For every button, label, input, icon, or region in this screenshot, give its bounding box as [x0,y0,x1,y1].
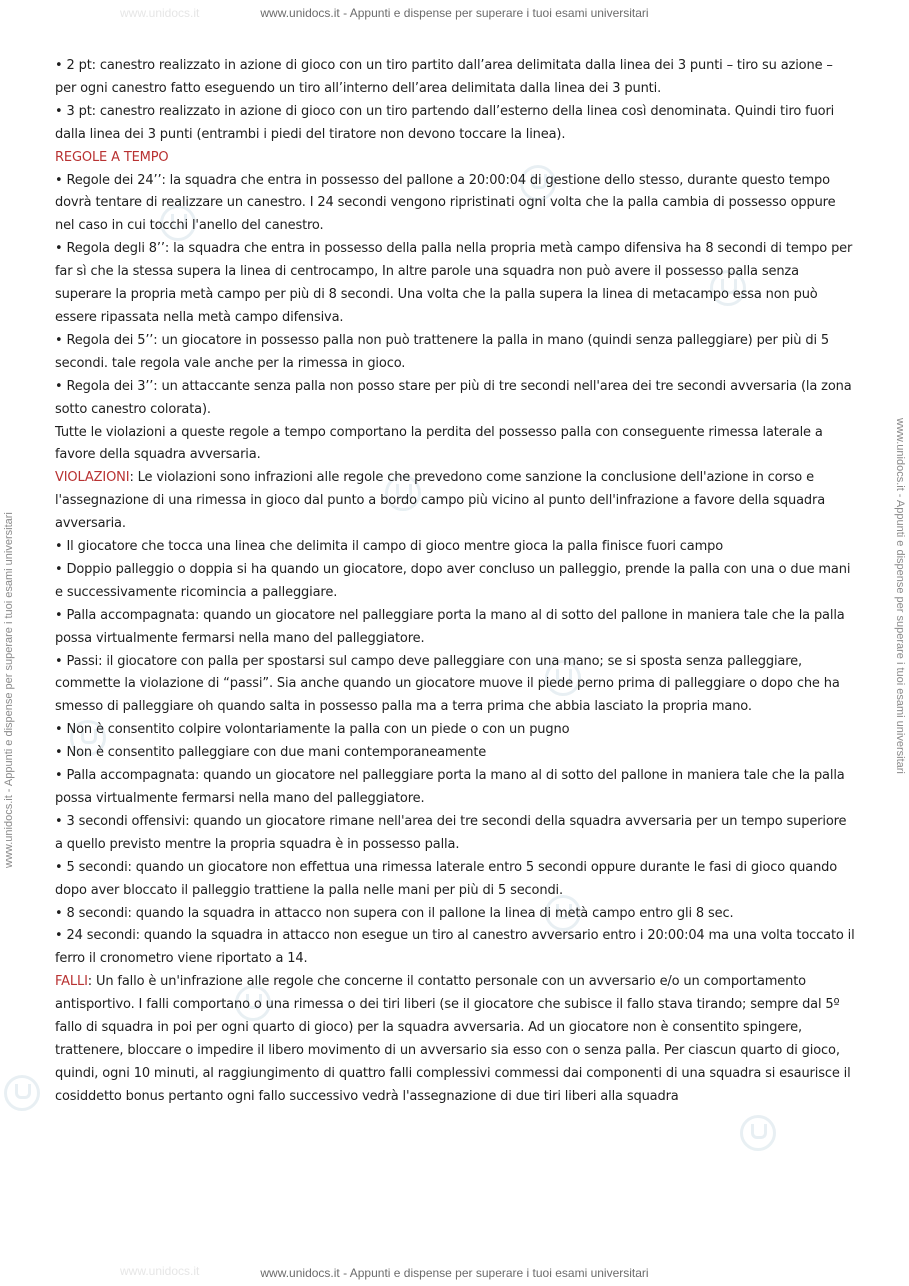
falli-text: : Un fallo è un'infrazione alle regole che concerne il contatto personale con un avversario e/o un comportamento antisportivo. I falli comportano o una rimessa o dei tiri liberi (se il giocatore che subisce il fallo stava tirando; sempre dal 5º fallo di squadra in poi per ogni quarto di gioco) per la squadra avversaria. Ad un giocatore non è consentito spingere, trattenere, bloccare o impedire il libero movimento di un avversario sia esso con o senza palla. Per ciascun quarto di gioco, quindi, ogni 10 minuti, al raggiungimento di quattro falli complessivi commessi dai componenti di una squadra si esaurisce il cosiddetto bonus pertanto ogni fallo successivo vedrà l'assegnazione di due tiri liberi alla squadra [55,974,851,1104]
paragraph-regola-24: • Regole dei 24’’: la squadra che entra in possesso del pallone a 20:00:04 di gestione dello stesso, durante questo tempo dovrà tentare di realizzare un canestro. I 24 secondi vengono ripristinati ogni volta che la palla cambia di possesso oppure nel caso in cui tocchi l'anello del canestro. [55,172,836,234]
paragraph-2pt: • 2 pt: canestro realizzato in azione di gioco con un tiro partito dall’area delimitata dalla linea dei 3 punti – tiro su azione – per ogni canestro fatto eseguendo un tiro all’interno dell’area delimitata dalla linea dei 3 punti. [55,58,833,96]
faint-watermark-bottom: www.unidocs.it [120,1264,200,1278]
paragraph-regola-5: • Regola dei 5’’: un giocatore in possesso palla non può trattenere la palla in mano (quindi senza palleggiare) per più di 5 secondi. tale regola vale anche per la rimessa in gioco. [55,332,830,371]
section-heading-violazioni: VIOLAZIONI [55,470,130,486]
paragraph-falli [55,971,855,1108]
paragraph-due-mani: • Non è consentito palleggiare con due mani contemporaneamente [55,745,487,761]
side-watermark-left: www.unidocs.it - Appunti e dispense per superare i tuoi esami universitari [3,512,15,868]
paragraph-8-secondi: • 8 secondi: quando la squadra in attacco non supera con il pallone la linea di metà campo entro gli 8 sec. [55,905,734,921]
paragraph-regola-8: • Regola degli 8’’: la squadra che entra in possesso della palla nella propria metà campo difensiva ha 8 secondi di tempo per far sì che la stessa supera la linea di centrocampo, In altre parole una squadra non può avere il possesso palla senza superare la propria metà campo per più di 8 secondi. Una volta che la palla supera la linea di metacampo essa non può essere ripassata nella metà campo difensiva. [55,241,853,325]
faint-watermark-top: www.unidocs.it [120,6,200,20]
paragraph-violazioni [55,467,855,536]
paragraph-3-secondi: • 3 secondi offensivi: quando un giocatore rimane nell'area dei tre secondi della squadra avversaria per un tempo superiore a quello previsto mentre la propria squadra è in possesso palla. [55,813,847,852]
paragraph-24-secondi: • 24 secondi: quando la squadra in attacco non esegue un tiro al canestro avversario entro i 20:00:04 ma una volta toccato il ferro il cronometro viene riportato a 14. [55,928,855,967]
paragraph-piede-pugno: • Non è consentito colpire volontariamente la palla con un piede o con un pugno [55,722,570,738]
paragraph-violazioni-tempo: Tutte le violazioni a queste regole a tempo comportano la perdita del possesso palla con conseguente rimessa laterale a favore della squadra avversaria. [55,424,823,463]
section-heading-regole-a-tempo: REGOLE A TEMPO [55,149,169,165]
paragraph-doppio-palleggio: • Doppio palleggio o doppia si ha quando un giocatore, dopo aver concluso un palleggio, prende la palla con una o due mani e successivamente ricomincia a palleggiare. [55,561,851,600]
header-watermark: www.unidocs.it - Appunti e dispense per superare i tuoi esami universitari [260,6,649,20]
paragraph-fuori-campo: • Il giocatore che tocca una linea che delimita il campo di gioco mentre gioca la palla finisce fuori campo [55,539,724,555]
paragraph-5-secondi: • 5 secondi: quando un giocatore non effettua una rimessa laterale entro 5 secondi oppure durante le fasi di gioco quando dopo aver bloccato il palleggio trattiene la palla nelle mani per più di 5 secondi. [55,859,838,898]
paragraph-3pt: • 3 pt: canestro realizzato in azione di gioco con un tiro partendo dall’esterno della linea così denominata. Quindi tiro fuori dalla linea dei 3 punti (entrambi i piedi del tiratore non devono toccare la linea). [55,103,835,142]
paragraph-regola-3: • Regola dei 3’’: un attaccante senza palla non posso stare per più di tre secondi nell'area dei tre secondi avversaria (la zona sotto canestro colorata). [55,378,852,417]
violazioni-text: : Le violazioni sono infrazioni alle regole che prevedono come sanzione la conclusione dell'azione in corso e l'assegnazione di una rimessa in gioco dal punto a bordo campo più vicino al punto dell'infrazione a favore della squadra avversaria. [55,470,826,532]
paragraph-palla-accompagnata: • Palla accompagnata: quando un giocatore nel palleggiare porta la mano al di sotto del pallone in maniera tale che la palla possa virtualmente fermarsi nella mano del palleggiatore. [55,607,845,646]
document-body [55,55,855,1109]
footer-watermark: www.unidocs.it - Appunti e dispense per superare i tuoi esami universitari [260,1266,649,1280]
section-heading-falli: FALLI [55,974,88,990]
paragraph-palla-accompagnata-2: • Palla accompagnata: quando un giocatore nel palleggiare porta la mano al di sotto del pallone in maniera tale che la palla possa virtualmente fermarsi nella mano del palleggiatore. [55,768,845,806]
watermark-logo-icon [4,1075,40,1111]
watermark-logo-icon [740,1115,776,1151]
paragraph-passi: • Passi: il giocatore con palla per spostarsi sul campo deve palleggiare con una mano; se si sposta senza palleggiare, commette la violazione di “passi”. Sia anche quando un giocatore muove il piede perno prima di palleggiare o dopo che ha smesso di palleggiare oh quando salta in possesso palla ma a terra prima che abbia lasciato la propria mano. [55,653,840,715]
side-watermark-right: www.unidocs.it - Appunti e dispense per superare i tuoi esami universitari [894,418,906,774]
